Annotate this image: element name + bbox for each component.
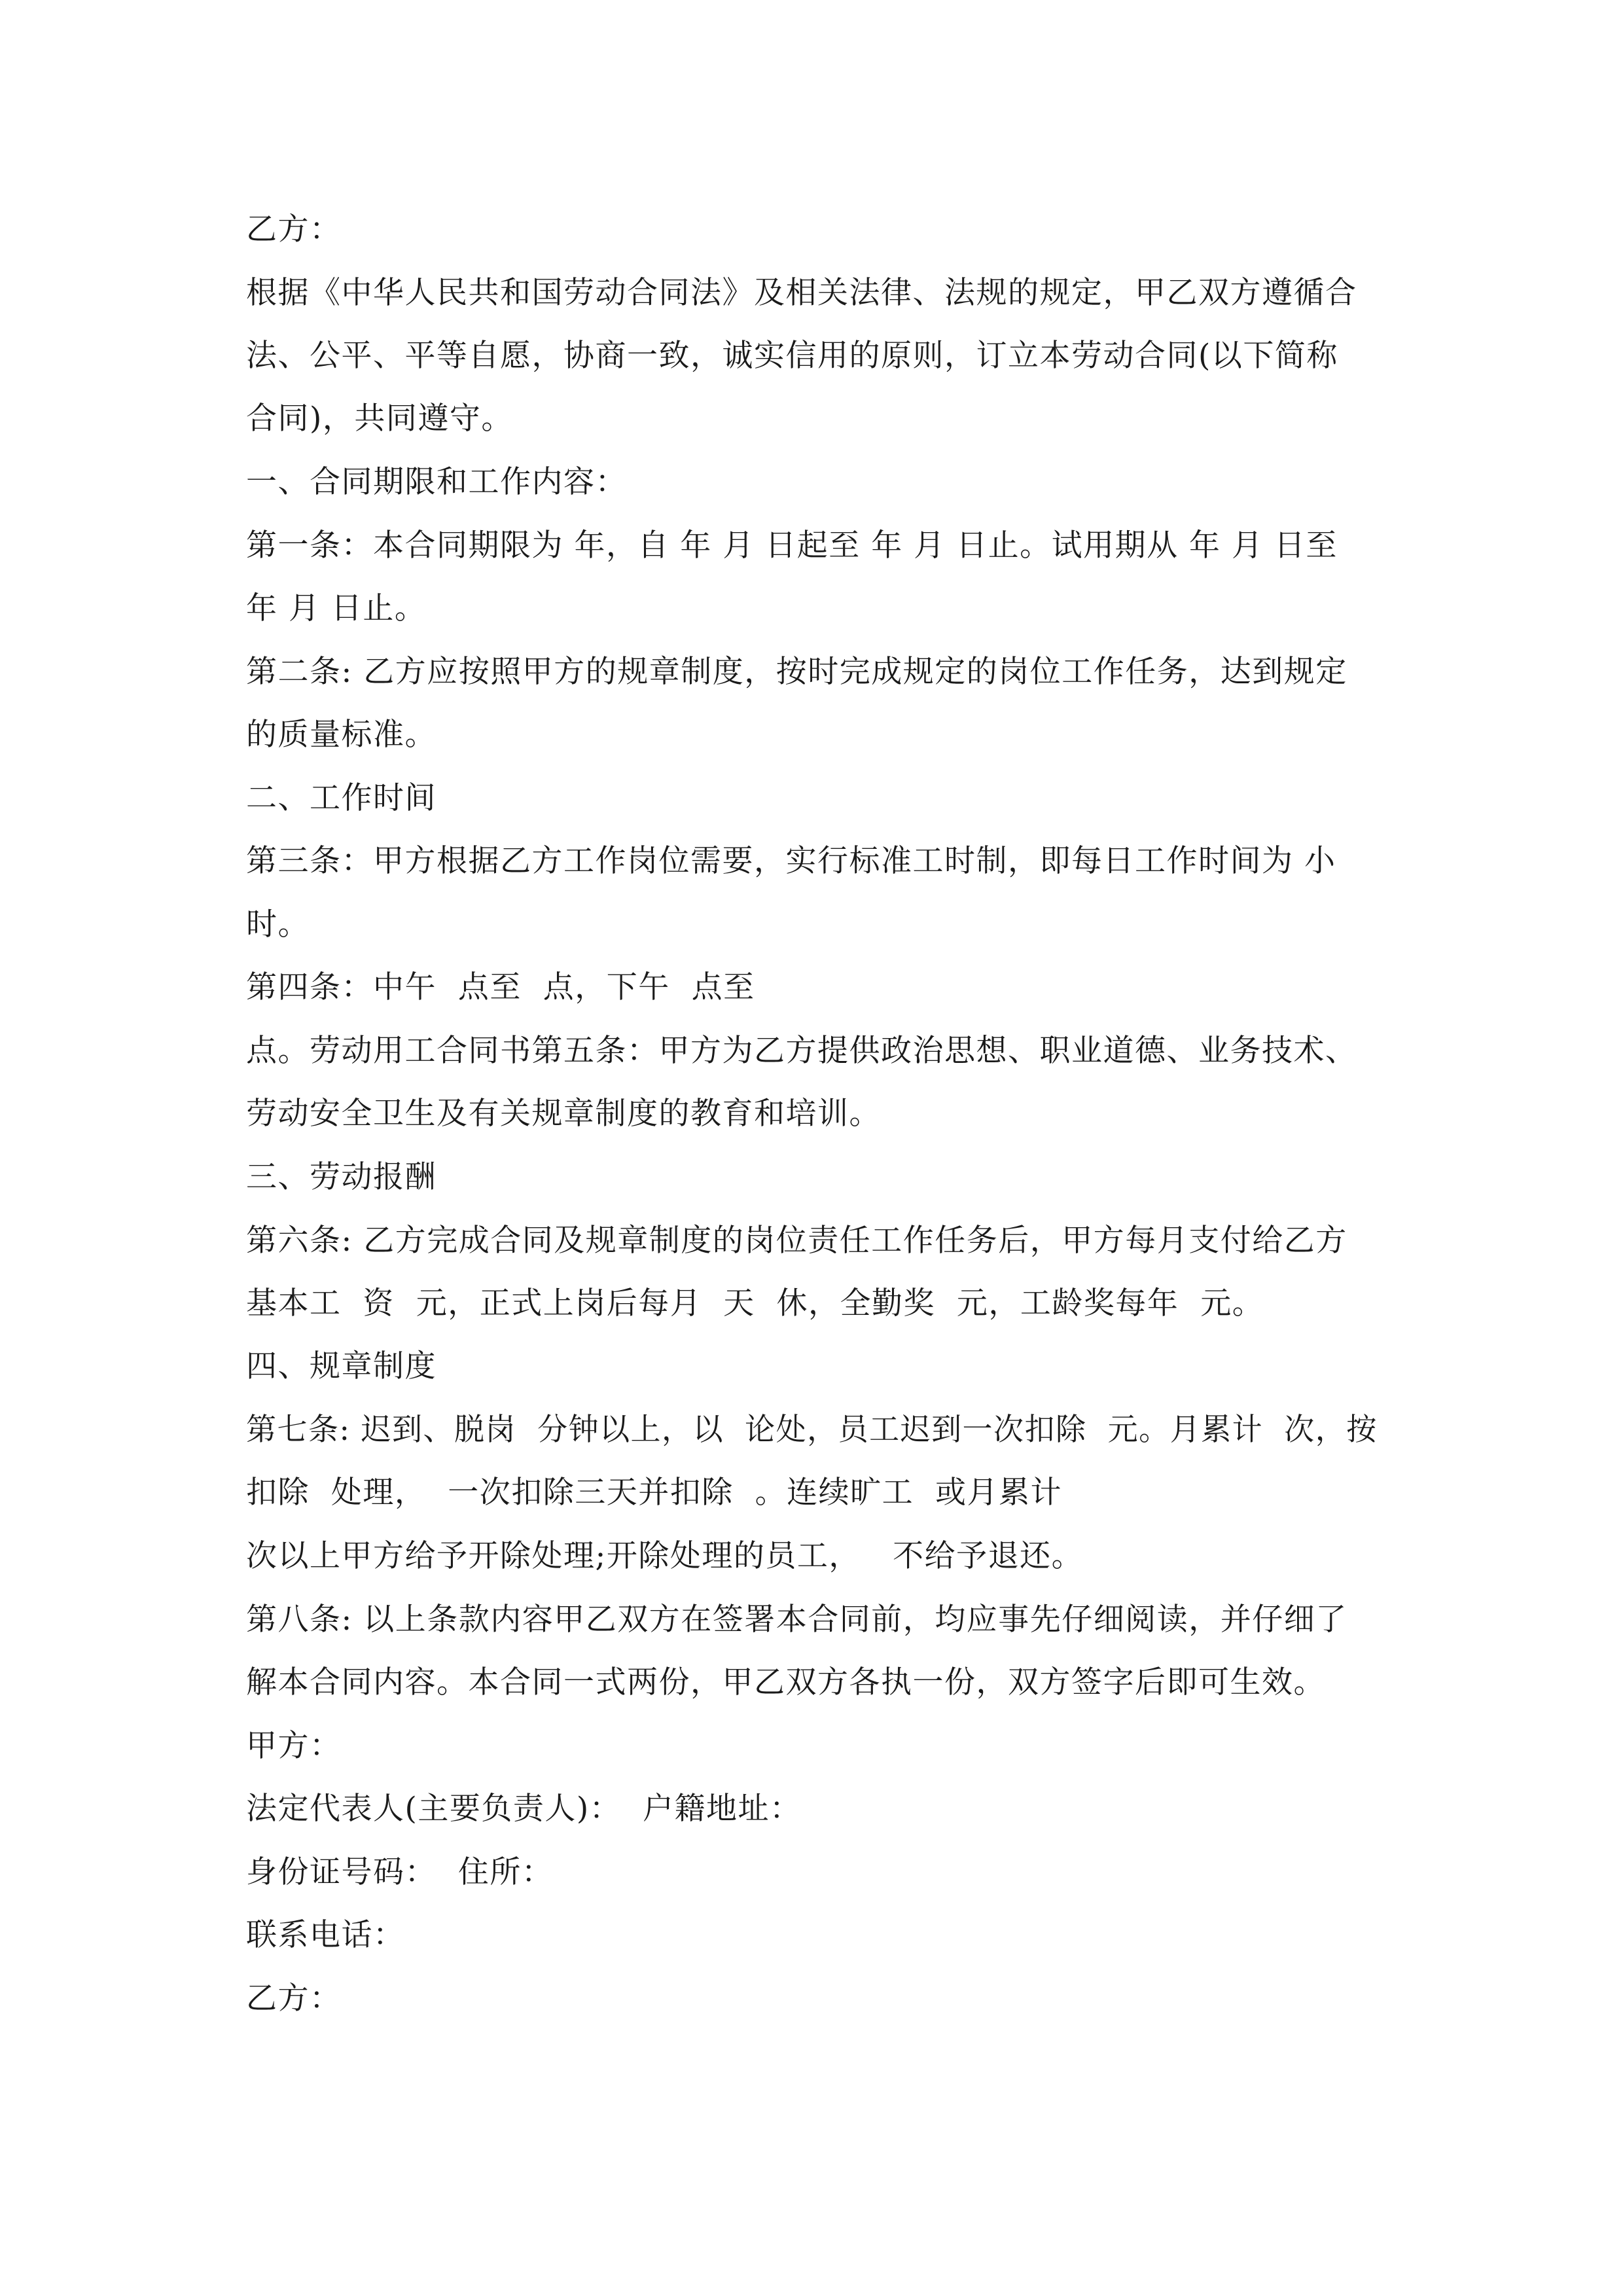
signature-field: 联系电话： <box>246 1917 405 1953</box>
text-line: 次以上甲方给予开除处理;开除处理的员工， 不给予退还。 <box>246 1538 1084 1574</box>
signature-field: 身份证号码： 住所： <box>246 1854 554 1890</box>
text-line: 第四条：中午 点至 点，下午 点至 <box>246 969 755 1005</box>
section-heading: 三、劳动报酬 <box>246 1159 437 1195</box>
text-line: 解本合同内容。本合同一式两份，甲乙双方各执一份，双方签字后即可生效。 <box>246 1664 1325 1700</box>
text-line: 法、公平、平等自愿，协商一致，诚实信用的原则，订立本劳动合同(以下简称 <box>246 338 1338 374</box>
signature-party-a: 甲方： <box>246 1728 342 1764</box>
signature-party-b: 乙方： <box>246 1981 342 2017</box>
text-line: 乙方： <box>246 211 342 247</box>
text-line: 劳动安全卫生及有关规章制度的教育和培训。 <box>246 1096 881 1132</box>
section-heading: 二、工作时间 <box>246 780 437 816</box>
text-line: 第一条：本合同期限为 年，自 年 月 日起至 年 月 日止。试用期从 年 月 日至 <box>246 528 1338 564</box>
signature-field: 法定代表人(主要负责人)： 户籍地址： <box>246 1791 802 1827</box>
text-line: 第八条: 以上条款内容甲乙双方在签署本合同前，均应事先仔细阅读，并仔细了 <box>246 1602 1347 1638</box>
text-line: 扣除 处理， 一次扣除三天并扣除 。连续旷工 或月累计 <box>246 1475 1063 1511</box>
text-line: 第三条：甲方根据乙方工作岗位需要，实行标准工时制，即每日工作时间为 小 <box>246 843 1336 879</box>
text-line: 第二条: 乙方应按照甲方的规章制度，按时完成规定的岗位工作任务，达到规定 <box>246 654 1347 690</box>
section-heading: 一、合同期限和工作内容： <box>246 464 627 500</box>
text-line: 的质量标准。 <box>246 717 437 753</box>
text-line: 根据《中华人民共和国劳动合同法》及相关法律、法规的规定，甲乙双方遵循合 <box>246 275 1357 311</box>
text-line: 年 月 日止。 <box>246 590 427 626</box>
section-heading: 四、规章制度 <box>246 1348 437 1384</box>
text-line: 合同)，共同遵守。 <box>246 401 513 437</box>
text-line: 基本工 资 元，正式上岗后每月 天 休，全勤奖 元，工龄奖每年 元。 <box>246 1285 1264 1321</box>
text-line: 第七条: 迟到、脱岗 分钟以上，以 论处，员工迟到一次扣除 元。月累计 次，按 <box>246 1412 1378 1448</box>
text-line: 时。 <box>246 906 310 942</box>
text-line: 点。劳动用工合同书第五条：甲方为乙方提供政治思想、职业道德、业务技术、 <box>246 1033 1357 1069</box>
text-line: 第六条: 乙方完成合同及规章制度的岗位责任工作任务后，甲方每月支付给乙方 <box>246 1223 1347 1259</box>
